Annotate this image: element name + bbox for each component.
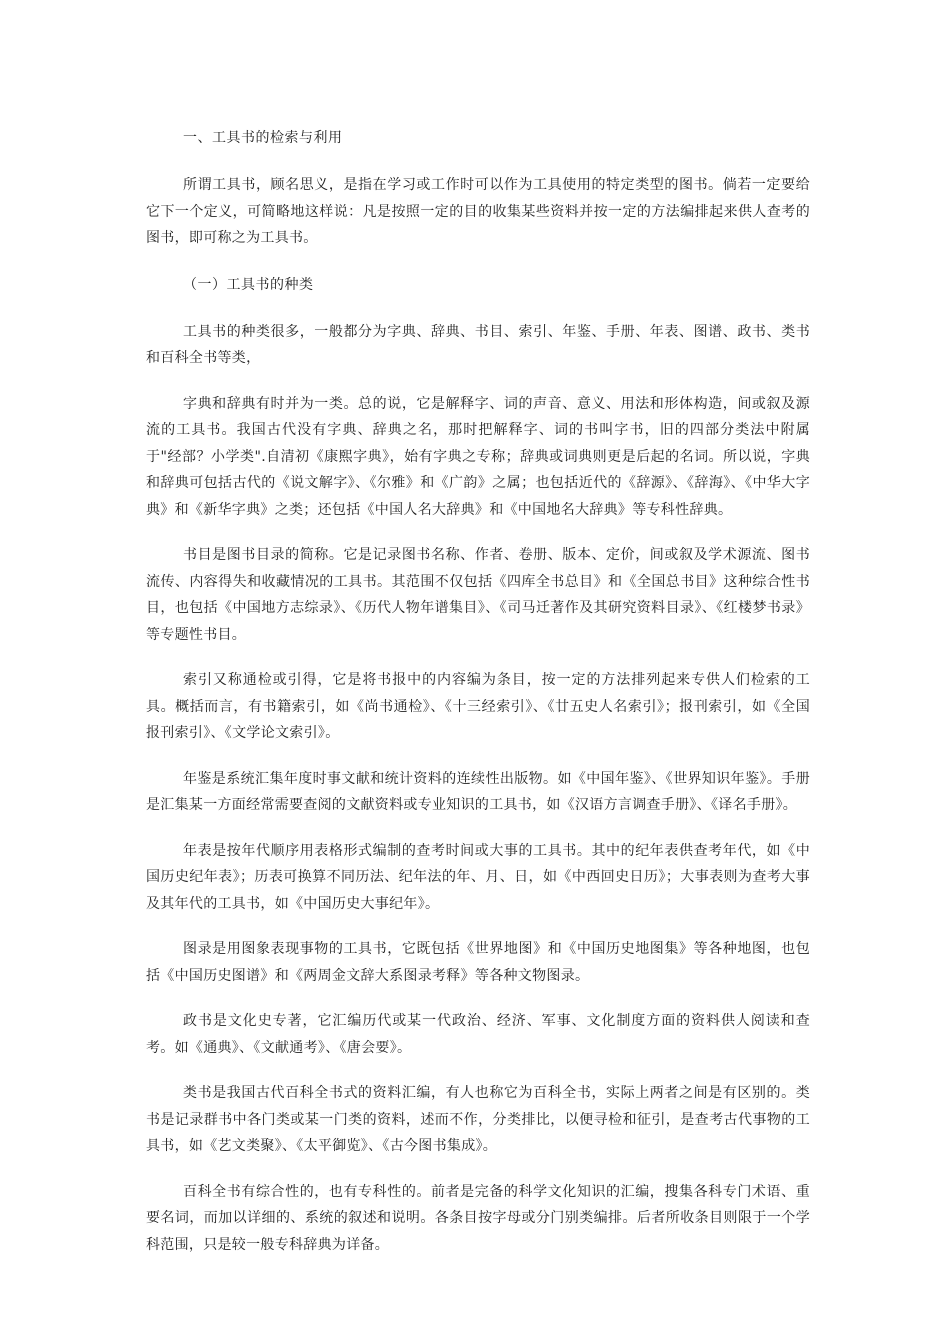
paragraph-indexes: 索引又称通检或引得，它是将书报中的内容编为条目，按一定的方法排列起来专供人们检索的工具。概括而言，有书籍索引，如《尚书通检》、《十三经索引》、《廿五史人名索引》；报刊索引，如《全国报刊索引》、《文学论文索引》。 xyxy=(146,672,810,741)
paragraph-dictionaries: 字典和辞典有时并为一类。总的说，它是解释字、词的声音、意义、用法和形体构造，间或叙及源流的工具书。我国古代没有字典、辞典之名，那时把解释字、词的书叫字书，旧的四部分类法中附属于"经部？小学类".自清初《康熙字典》，始有字典之专称；辞典或词典则更是后起的名词。所以说，字典和辞典可包括古代的《说文解字》、《尔雅》和《广韵》之属；也包括近代的《辞源》、《辞海》、《中华大字典》和《新华字典》之类；还包括《中国人名大辞典》和《中国地名大辞典》等专科性辞典。 xyxy=(146,395,810,518)
paragraph-atlases: 图录是用图象表现事物的工具书，它既包括《世界地图》和《中国历史地图集》等各种地图，也包括《中国历史图谱》和《两周金文辞大系图录考释》等各种文物图录。 xyxy=(146,941,810,984)
paragraph-bibliographies: 书目是图书目录的简称。它是记录图书名称、作者、卷册、版本、定价，间或叙及学术源流、图书流传、内容得失和收藏情况的工具书。其范围不仅包括《四库全书总目》和《全国总书目》这种综合性书目，也包括《中国地方志综录》、《历代人物年谱集目》、《司马迁著作及其研究资料目录》、《红楼梦书录》等专题性书目。 xyxy=(146,547,810,643)
paragraph-institutional-histories: 政书是文化史专著，它汇编历代或某一代政治、经济、军事、文化制度方面的资料供人阅读和查考。如《通典》、《文献通考》、《唐会要》。 xyxy=(146,1013,810,1056)
intro-paragraph: 所谓工具书，顾名思义，是指在学习或工作时可以作为工具使用的特定类型的图书。倘若一定要给它下一个定义，可简略地这样说：凡是按照一定的目的收集某些资料并按一定的方法编排起来供人查考的图书，即可称之为工具书。 xyxy=(146,177,810,246)
paragraph-encyclopedias: 百科全书有综合性的，也有专科性的。前者是完备的科学文化知识的汇编，搜集各科专门术语、重要名词，而加以详细的、系统的叙述和说明。各条目按字母或分门别类编排。后者所收条目则限于一个学科范围，只是较一般专科辞典为详备。 xyxy=(146,1183,810,1253)
paragraph-types-overview: 工具书的种类很多，一般都分为字典、辞典、书目、索引、年鉴、手册、年表、图谱、政书、类书和百科全书等类， xyxy=(146,323,810,366)
page-heading: 一、工具书的检索与利用 xyxy=(183,130,343,146)
paragraph-chronologies: 年表是按年代顺序用表格形式编制的查考时间或大事的工具书。其中的纪年表供查考年代，如《中国历史纪年表》；历表可换算不同历法、纪年法的年、月、日，如《中西回史日历》；大事表则为查考大事及其年代的工具书，如《中国历史大事纪年》。 xyxy=(146,842,810,912)
paragraph-yearbooks: 年鉴是系统汇集年度时事文献和统计资料的连续性出版物。如《中国年鉴》、《世界知识年鉴》。手册是汇集某一方面经常需要查阅的文献资料或专业知识的工具书，如《汉语方言调查手册》、《译名手册》。 xyxy=(146,770,810,813)
section-title: （一）工具书的种类 xyxy=(183,276,314,293)
paragraph-leishu: 类书是我国古代百科全书式的资料汇编，有人也称它为百科全书，实际上两者之间是有区别的。类书是记录群书中各门类或某一门类的资料，述而不作，分类排比，以便寻检和征引，是查考古代事物的工具书，如《艺文类聚》、《太平御览》、《古今图书集成》。 xyxy=(146,1085,810,1154)
document-page xyxy=(146,124,810,1277)
